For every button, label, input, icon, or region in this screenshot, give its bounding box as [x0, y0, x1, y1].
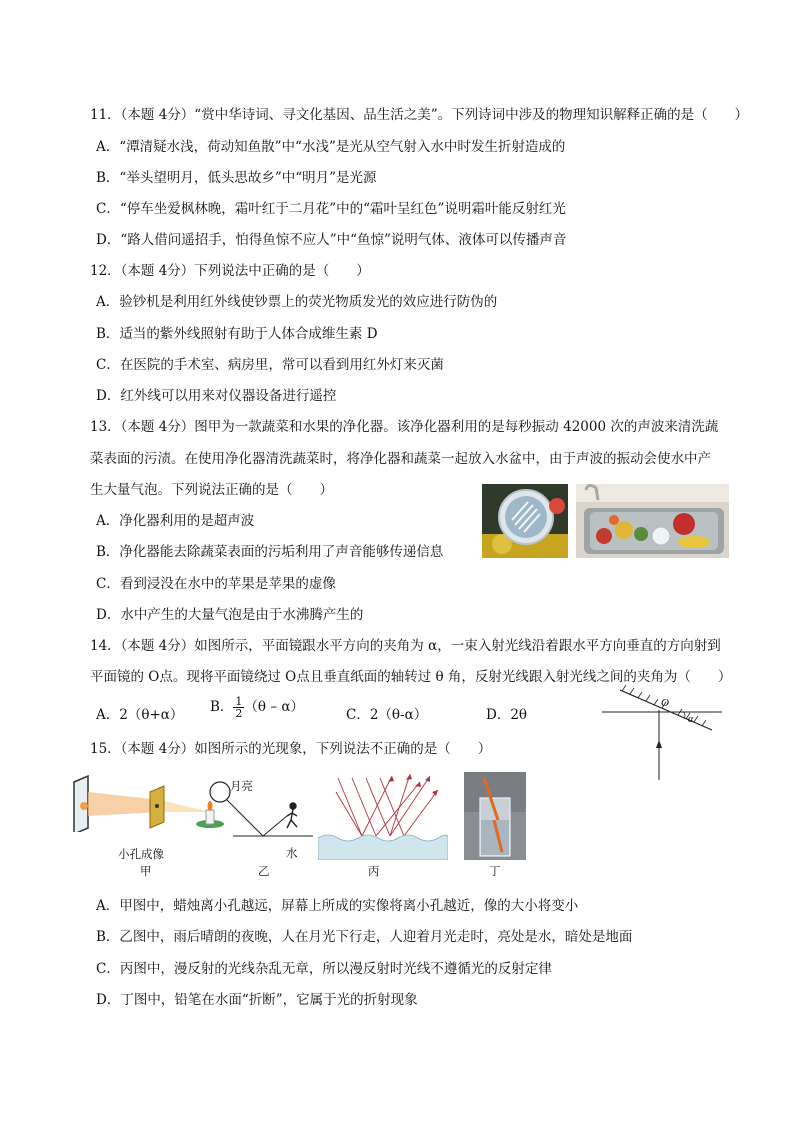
q14-option-c: C．2（θ-α）	[346, 707, 428, 723]
water-label: 水	[286, 846, 298, 860]
sink-photo	[576, 484, 729, 558]
q13-option-a: A．净化器利用的是超声波	[96, 513, 255, 529]
angle-arc	[684, 712, 685, 718]
q15-option-a: A．甲图中，蜡烛离小孔越远，屏幕上所成的实像将离小孔越近，像的大小将变小	[96, 898, 579, 914]
bing-label: 丙	[368, 864, 380, 878]
q12-option-a: A．验钞机是利用红外线使钞票上的荧光物质发光的效应进行防伪的	[96, 294, 498, 310]
q13-option-c: C．看到浸没在水中的苹果是苹果的虚像	[96, 576, 336, 592]
q11-option-b: B．“举头望明月，低头思故乡”中“明月”是光源	[96, 170, 377, 186]
q12-option-b: B．适当的紫外线照射有助于人体合成维生素 D	[96, 326, 378, 342]
q15-option-c: C．丙图中，漫反射的光线杂乱无章，所以漫反射时光线不遵循光的反射定律	[96, 961, 552, 977]
fraction-numerator: 1	[235, 695, 243, 708]
walking-person-icon	[287, 803, 297, 828]
jia-caption: 小孔成像	[118, 847, 164, 861]
q12-stem: 12．（本题 4分）下列说法中正确的是（ ）	[90, 263, 370, 279]
q12-option-d: D．红外线可以用来对仪器设备进行遥控	[96, 388, 337, 404]
q15-option-d: D．丁图中，铅笔在水面“折断”，它属于光的折射现象	[96, 992, 418, 1008]
q13-stem-line-2: 菜表面的污渍。在使用净化器清洗蔬菜时，将净化器和蔬菜一起放入水盆中，由于声波的振动会使水中产	[90, 451, 711, 467]
q11-option-a: A．“潭清疑水浅，荷动知鱼散”中“水浅”是光从空气射入水中时发生折射造成的	[96, 139, 566, 155]
q12-option-c: C．在医院的手术室、病房里，常可以看到用红外灯来灭菌	[96, 357, 444, 373]
q13-option-b: B．净化器能去除蔬菜表面的污垢利用了声音能够传递信息	[96, 544, 444, 560]
point-o-label: O	[661, 697, 669, 709]
moonlight-figure	[205, 778, 315, 850]
q14-option-a: A．2（θ+α）	[96, 707, 184, 723]
q11-option-c: C．“停车坐爱枫林晚，霜叶红于二月花”中的“霜叶呈红色”说明霜叶能反射红光	[96, 201, 566, 217]
diffuse-reflection-figure	[318, 772, 448, 860]
q14-stem-line-1: 14．（本题 4分）如图所示，平面镜跟水平方向的夹角为 α，一束入射光线沿着跟水平方向垂直的方向射到	[90, 638, 721, 654]
q14-stem-line-2: 平面镜的 O点。现将平面镜绕过 O点且垂直纸面的轴转过 θ 角，反射光线跟入射光线之间的夹角为（ ）	[90, 669, 732, 685]
angle-alpha-label: α	[688, 714, 694, 725]
q11-stem: 11．（本题 4分）“赏中华诗词、寻文化基因、品生活之美”。下列诗词中涉及的物理知识解释正确的是（ ）	[90, 107, 749, 123]
purifier-photo	[482, 484, 568, 558]
jia-label: 甲	[140, 864, 152, 878]
arrow-icon	[656, 740, 662, 748]
q13-stem-line-3: 生大量气泡。下列说法正确的是（ ）	[90, 482, 333, 498]
q14-option-b-fraction	[233, 696, 244, 719]
light-beam	[88, 792, 160, 816]
q13-stem-line-1: 13．（本题 4分）图甲为一款蔬菜和水果的净化器。该净化器利用的是每秒振动 42000 次的声波来清洗蔬	[90, 419, 719, 435]
q14-option-b-prefix: B．	[210, 699, 234, 715]
fraction-denominator: 2	[235, 707, 243, 720]
q11-option-d: D．“路人借问遥招手，怕得鱼惊不应人”中“鱼惊”说明气体、液体可以传播声音	[96, 232, 567, 248]
plane-mirror	[620, 690, 712, 730]
q14-option-b	[210, 695, 304, 719]
q14-option-b-suffix: （θ – α）	[244, 699, 304, 715]
light-rays	[336, 774, 438, 836]
pencil-in-water-photo	[464, 772, 526, 860]
mirror-diagram	[600, 684, 725, 784]
yi-label: 乙	[258, 864, 270, 878]
q14-option-d: D．2θ	[486, 707, 528, 723]
rough-surface	[318, 835, 448, 860]
moon-icon	[210, 782, 230, 802]
q13-option-d: D．水中产生的大量气泡是由于水沸腾产生的	[96, 607, 364, 623]
moon-label: 月亮	[230, 779, 253, 793]
ding-label: 丁	[489, 864, 501, 878]
q15-stem: 15．（本题 4分）如图所示的光现象，下列说法不正确的是（ ）	[90, 741, 492, 757]
q15-option-b: B．乙图中，雨后晴朗的夜晚，人在月光下行走，人迎着月光走时，亮处是水，暗处是地面	[96, 929, 633, 945]
